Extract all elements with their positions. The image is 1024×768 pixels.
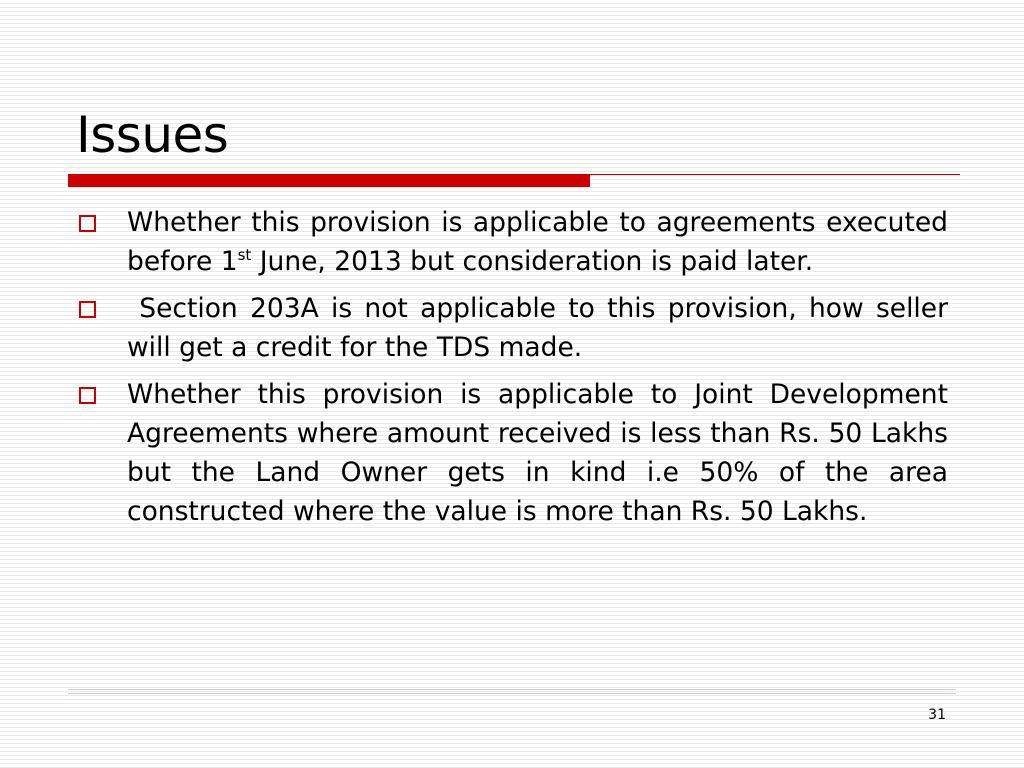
bullet-text-1 xyxy=(127,207,948,277)
bullet-text-1-part-b: June, 2013 but consideration is paid later. xyxy=(251,246,814,277)
bullet-item-2 xyxy=(76,289,948,367)
ordinal-superscript: st xyxy=(237,246,252,265)
bullet-item-3 xyxy=(76,375,948,531)
footer-divider xyxy=(68,689,956,690)
hollow-square-bullet-icon xyxy=(79,387,96,404)
bullet-item-1 xyxy=(76,203,948,281)
hollow-square-bullet-icon xyxy=(79,301,96,318)
title-underline-thick xyxy=(68,175,590,187)
bullet-list xyxy=(76,203,948,539)
hollow-square-bullet-icon xyxy=(79,215,96,232)
bullet-text-1-part-a: Whether this provision is applicable to agreements executed before 1 xyxy=(127,207,948,277)
footer-divider-secondary xyxy=(68,693,956,694)
slide-title: Issues xyxy=(76,106,229,164)
bullet-text-2: Section 203A is not applicable to this provision, how seller will get a credit for the TDS made. xyxy=(127,293,948,363)
bullet-text-3: Whether this provision is applicable to Joint Development Agreements where amount received is less than Rs. 50 Lakhs but the Land Owner gets in kind i.e 50% of the area constructed where the value is more than Rs. 50 Lakhs. xyxy=(127,379,948,527)
slide-number: 31 xyxy=(928,707,946,723)
